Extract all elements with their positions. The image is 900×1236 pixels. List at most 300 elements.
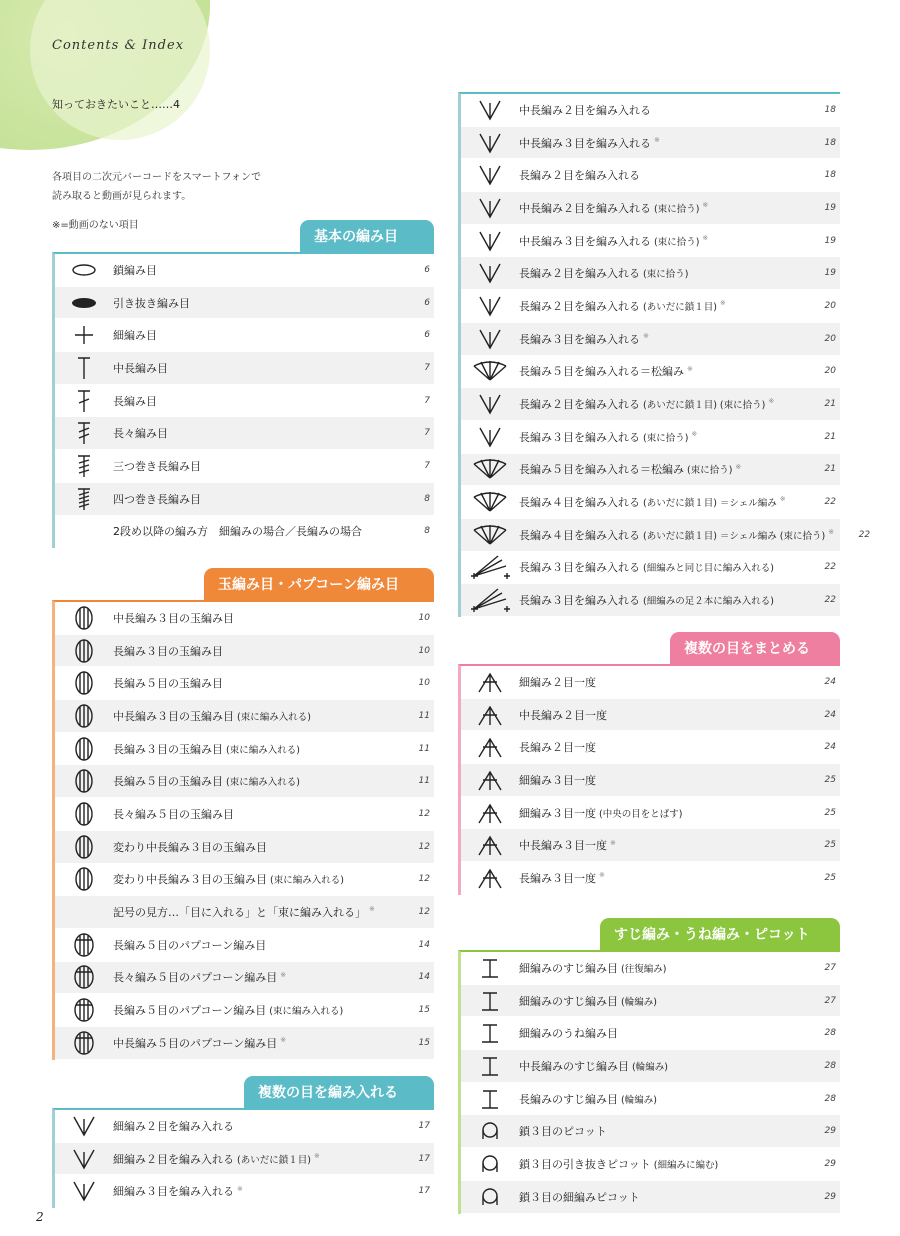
quadruple-treble-icon [55,486,113,512]
index-row[interactable] [461,764,840,797]
index-label-note: (束に編み入れる) [237,711,311,723]
back-loop-icon [461,988,519,1014]
index-row[interactable] [461,699,840,732]
intro-item: 知っておきたいこと……4 [52,98,180,111]
index-label [519,429,800,445]
index-label-main: 四つ巻き長編み目 [113,492,201,506]
index-label [519,494,800,510]
picot-icon [461,1185,519,1209]
page-ref: 7 [424,428,430,439]
index-label-main: 引き抜き編み目 [113,296,190,310]
chain-stitch-icon [55,263,113,277]
back-loop-icon [461,955,519,981]
index-label-main: 長編み２目を編み入れる [519,169,640,183]
page-ref: 18 [824,104,836,115]
index-label [519,298,800,314]
index-row[interactable] [55,1143,434,1176]
no-video-mark: ※ [687,364,693,373]
no-video-mark: ※ [610,838,616,847]
page-ref: 25 [824,807,836,818]
page-ref: 7 [424,395,430,406]
index-label-main: 長編み５目の玉編み目 [113,775,223,789]
index-label [519,674,800,690]
increase-icon [55,1113,113,1139]
index-row[interactable] [55,994,434,1027]
bobble-icon [55,833,113,861]
index-row[interactable] [461,225,840,258]
index-label-note: (束に編み入れる) [270,875,344,887]
index-row[interactable] [461,192,840,225]
index-label [113,327,394,343]
index-label-main: 長編み３目を編み入れる [519,332,640,346]
index-label [113,1183,394,1199]
index-label-note: (束に拾う) [654,236,700,248]
section-title: 複数の目をまとめる [670,632,840,664]
section-title: 複数の目を編み入れる [244,1076,434,1108]
section-title: 玉編み目・パプコーン編み目 [204,568,434,600]
no-video-mark: ※ [599,871,605,880]
page-ref: 11 [418,743,430,754]
popcorn-icon [55,996,113,1024]
page-ref: 28 [824,1060,836,1071]
index-label [519,1189,800,1205]
index-row[interactable] [461,731,840,764]
index-row[interactable] [461,985,840,1018]
picot-icon [461,1119,519,1143]
index-label-note: (束に編み入れる) [269,1006,344,1018]
index-label-main: 長編み目 [113,394,157,408]
page-ref: 19 [824,202,836,213]
index-label [113,708,394,724]
index-label-main: 中長編み目 [113,361,168,375]
index-row[interactable] [461,519,871,552]
index-label [113,773,394,789]
double-crochet-icon [55,388,113,414]
back-loop-icon [461,1086,519,1112]
index-label-main: 記号の見方…「目に入れる」と「束に編み入れる」 [113,906,366,920]
index-label-main: 長編み２目を編み入れる [519,299,640,313]
index-list [52,600,434,1060]
index-label [519,993,800,1009]
bobble-icon [55,767,113,795]
increase-icon [461,293,519,319]
index-label [519,1156,800,1172]
no-video-mark: ※ [369,905,375,914]
single-crochet-icon [55,323,113,347]
page-ref: 18 [824,137,836,148]
index-label-main: 中長編み３目を編み入れる [519,234,651,248]
page-ref: 20 [824,366,836,377]
index-label [113,969,394,985]
index-label-main: 長編み３目を編み入れる [519,594,640,608]
index-label-main: 細編みのすじ編み目 [519,994,618,1008]
no-video-mark: ※ [735,462,742,471]
page-ref: 17 [418,1120,430,1131]
no-video-mark: ※ [702,201,709,210]
index-label [519,1091,800,1107]
index-label [519,1123,800,1139]
index-label-main: 長編み５目の玉編み目 [113,677,223,691]
no-video-mark: ※ [779,495,786,504]
index-label [519,805,800,821]
shell-icon [461,522,519,548]
page-ref: 22 [824,497,836,508]
index-label [113,295,394,311]
page-ref: 22 [824,562,836,573]
index-list [458,950,840,1214]
index-row[interactable] [461,862,840,895]
section-title: すじ編み・うね編み・ピコット [600,918,840,950]
page-ref: 10 [418,678,430,689]
index-label-main: 中長編み２目一度 [519,708,607,722]
index-label-main: 長編み３目の玉編み目 [113,644,223,658]
index-label [113,1151,394,1167]
index-row[interactable] [55,635,434,668]
index-label [113,741,394,757]
index-label-main: 細編み３目一度 [519,806,596,820]
page-ref: 12 [418,874,430,885]
back-loop-icon [461,1053,519,1079]
index-label-main: 長編み２目を編み入れる [519,267,640,281]
index-row[interactable] [461,952,840,985]
increase-icon [461,162,519,188]
index-row[interactable] [461,356,840,389]
index-label [113,1118,394,1134]
index-label [113,675,394,691]
page-ref: 25 [824,872,836,883]
index-label-note: (束に編み入れる) [226,744,300,756]
index-label-main: 長編み５目を編み入れる＝松編み [519,365,684,379]
page-ref: 28 [824,1028,836,1039]
no-video-mark: ※ [280,1036,287,1045]
index-label-note: (中央の目をとばす) [599,808,683,820]
index-label-main: 細編みのうね編み目 [519,1027,618,1041]
page-ref: 19 [824,268,836,279]
index-row[interactable] [461,1181,840,1214]
page-ref: 12 [418,907,430,918]
index-label-main: 長編み５目のパプコーン編み目 [113,1004,267,1018]
decrease-icon [461,768,519,792]
index-label-main: 細編み３目一度 [519,773,596,787]
index-row[interactable] [55,450,434,483]
index-row[interactable] [55,1110,434,1143]
increase-icon [461,195,519,221]
index-label-note: (あいだに鎖１目) ＝シェル編み [643,498,777,510]
increase-icon [461,130,519,156]
index-row[interactable] [55,385,434,418]
triple-treble-icon [55,453,113,479]
page-ref: 18 [824,170,836,181]
bobble-icon [55,702,113,730]
index-label [113,610,394,626]
index-label-main: 鎖３目の引き抜きピコット [519,1157,651,1171]
index-label [519,527,834,543]
no-video-mark: ※ [280,970,287,979]
index-row[interactable] [461,421,840,454]
index-row[interactable] [55,483,434,516]
index-label [519,396,800,412]
index-label [519,772,800,788]
index-label [519,200,800,216]
index-row[interactable] [461,388,840,421]
decrease-icon [461,801,519,825]
index-row[interactable] [55,896,434,929]
index-label-note: (あいだに鎖１目) [237,1154,311,1166]
index-label-note: (細編みに編む) [653,1159,719,1171]
index-label [113,393,394,409]
index-row[interactable] [461,1148,840,1181]
index-list [52,252,434,548]
page-ref: 11 [418,776,430,787]
bobble-icon [55,669,113,697]
page-ref: 24 [824,676,836,687]
shell-icon [461,358,519,384]
index-row[interactable] [461,94,840,127]
index-label [519,559,800,575]
index-label [519,102,800,118]
index-row[interactable] [55,700,434,733]
index-label [113,262,394,278]
index-row[interactable] [55,602,434,635]
page-ref: 14 [418,972,430,983]
increase-icon [55,1178,113,1204]
page-number: 2 [36,1210,44,1224]
index-row[interactable] [55,667,434,700]
index-label-main: 鎖３目の細編みピコット [519,1190,640,1204]
index-row[interactable] [55,962,434,995]
index-row[interactable] [55,352,434,385]
index-row[interactable] [55,287,434,320]
index-row[interactable] [461,1050,840,1083]
index-label-main: 中長編み５目のパプコーン編み目 [113,1036,278,1050]
index-row[interactable] [461,454,840,487]
no-video-mark: ※ [719,299,726,308]
page-ref: 21 [824,431,836,442]
bobble-icon [55,800,113,828]
index-label [519,837,800,853]
page-ref: 15 [418,1005,430,1016]
no-video-mark: ※ [313,1151,320,1160]
index-row[interactable] [55,516,434,549]
page-ref: 15 [418,1037,430,1048]
index-label-main: 細編み目 [113,329,157,343]
bobble-icon [55,865,113,893]
index-label-main: 長々編み５目の玉編み目 [113,807,234,821]
index-label-main: 鎖編み目 [113,263,157,277]
index-label-main: 長編み４目を編み入れる [519,528,640,542]
index-label-main: 長編み２目を編み入れる [519,398,640,412]
index-row[interactable] [55,1175,434,1208]
no-video-mark: ※ [654,135,660,144]
index-list [52,1108,434,1208]
page-ref: 12 [418,841,430,852]
page-ref: 8 [424,526,430,537]
index-row[interactable] [55,254,434,287]
page-ref: 29 [824,1191,836,1202]
index-row[interactable] [461,1115,840,1148]
index-row[interactable] [461,829,840,862]
index-label-main: 細編み２目を編み入れる [113,1152,234,1166]
index-label [113,425,394,441]
index-label [113,806,394,822]
index-label-note: (束に拾う) [643,432,689,444]
index-row[interactable] [461,584,840,617]
shell-icon [461,489,519,515]
index-label-main: 長々編み５目のパプコーン編み目 [113,971,278,985]
index-label [113,871,394,887]
index-row[interactable] [461,666,840,699]
increase-icon [461,424,519,450]
index-label [113,360,394,376]
index-label-main: 中長編み３目を編み入れる [519,136,651,150]
page-ref: 17 [418,1153,430,1164]
index-label-main: 長編み２目一度 [519,741,596,755]
index-label [113,1035,394,1051]
index-row[interactable] [461,257,840,290]
index-row[interactable] [55,864,434,897]
index-label [519,592,800,608]
index-label-note: (細編みと同じ目に編み入れる) [643,563,774,575]
index-row[interactable] [55,417,434,450]
index-row[interactable] [461,159,840,192]
index-label-note: (輪編み) [621,1094,657,1106]
index-label-main: 細編み３目を編み入れる [113,1185,234,1199]
qr-note-line-2: 読み取ると動画が見られます。 [52,191,192,202]
index-label-main: 中長編みのすじ編み目 [519,1059,629,1073]
asterisk-note: ※=動画のない項目 [52,220,139,231]
decrease-icon [461,670,519,694]
index-row[interactable] [461,127,840,160]
index-label-main: 変わり中長編み３目の玉編み目 [113,873,267,887]
index-label [113,839,394,855]
contents-title: Contents & Index [52,38,185,53]
page-ref: 28 [824,1093,836,1104]
index-label [519,461,800,477]
bobble-icon [55,637,113,665]
page-ref: 24 [824,709,836,720]
page-ref: 25 [824,840,836,851]
page-ref: 29 [824,1126,836,1137]
index-list [458,92,871,617]
index-label-main: 中長編み３目の玉編み目 [113,709,234,723]
index-label-note: (束に拾う) [687,465,733,477]
popcorn-icon [55,963,113,991]
index-label-main: 中長編み２目を編み入れる [519,103,651,117]
index-row[interactable] [55,1027,434,1060]
index-label [113,523,394,539]
index-label [519,363,800,379]
index-label [519,870,800,886]
index-label [519,135,800,151]
slip-stitch-icon [55,296,113,310]
no-video-mark: ※ [643,332,649,340]
index-label-main: 長編み５目のパプコーン編み目 [113,938,267,952]
decrease-icon [461,866,519,890]
index-label-main: 中長編み３目の玉編み目 [113,611,234,625]
index-label-main: 鎖３目のピコット [519,1125,607,1139]
increase-icon [461,326,519,352]
index-label-main: 長編み３目の玉編み目 [113,742,223,756]
section-title: 基本の編み目 [300,220,434,252]
index-label [519,707,800,723]
page-ref: 27 [824,995,836,1006]
increase-icon [461,260,519,286]
index-label-note: (束に編み入れる) [226,777,300,789]
page-ref: 17 [418,1186,430,1197]
bobble-icon [55,735,113,763]
index-row[interactable] [55,929,434,962]
index-row[interactable] [461,1017,840,1050]
qr-note-line-1: 各項目の二次元バーコードをスマートフォンで [52,172,261,183]
fan-icon [461,554,519,580]
index-label-note: (往復編み) [621,963,667,975]
index-label-note: (輪編み) [632,1061,668,1073]
picot-icon [461,1152,519,1176]
index-label-note: (輪編み) [621,996,657,1008]
page-ref: 8 [424,493,430,504]
index-list [458,664,840,895]
index-label-main: 三つ巻き長編み目 [113,459,201,473]
half-double-crochet-icon [55,355,113,381]
page-ref: 20 [824,300,836,311]
index-row[interactable] [55,733,434,766]
page-ref: 29 [824,1158,836,1169]
index-label-note: (あいだに鎖１目) ＝シェル編み (束に拾う) [643,530,826,542]
decrease-icon [461,703,519,727]
fan-icon [461,587,519,613]
index-label [519,739,800,755]
index-row[interactable] [55,798,434,831]
page-ref: 20 [824,333,836,344]
index-label-note: (細編みの足２本に編み入れる) [643,596,774,608]
shell-icon [461,456,519,482]
index-row[interactable] [461,290,840,323]
index-label-main: 中長編み２目を編み入れる [519,201,651,215]
index-label-main: 長編み３目を編み入れる [519,430,640,444]
index-label-main: 変わり中長編み３目の玉編み目 [113,840,267,854]
index-label-main: 長編み３目を編み入れる [519,561,640,575]
page-ref: 24 [824,742,836,753]
page-ref: 27 [824,962,836,973]
index-row[interactable] [461,323,840,356]
index-row[interactable] [461,552,840,585]
index-label-main: 細編みのすじ編み目 [519,961,618,975]
index-row[interactable] [461,486,840,519]
page-ref: 25 [824,774,836,785]
page-ref: 7 [424,362,430,373]
index-label-note: (束に拾う) [643,269,689,281]
no-video-mark: ※ [691,430,698,439]
index-label [519,1058,800,1074]
increase-icon [55,1146,113,1172]
page-ref: 7 [424,460,430,471]
page-ref: 12 [418,808,430,819]
index-row[interactable] [461,1083,840,1116]
index-label [113,643,394,659]
index-row[interactable] [55,831,434,864]
index-row[interactable] [55,765,434,798]
index-label [519,233,800,249]
page-ref: 21 [824,464,836,475]
index-label-main: 長編み３目一度 [519,871,596,885]
no-video-mark: ※ [702,233,709,242]
treble-crochet-icon [55,420,113,446]
no-video-mark: ※ [237,1184,243,1193]
page-ref: 10 [418,612,430,623]
index-row[interactable] [461,797,840,830]
index-row[interactable] [55,319,434,352]
index-label-main: 長編みのすじ編み目 [519,1092,618,1106]
